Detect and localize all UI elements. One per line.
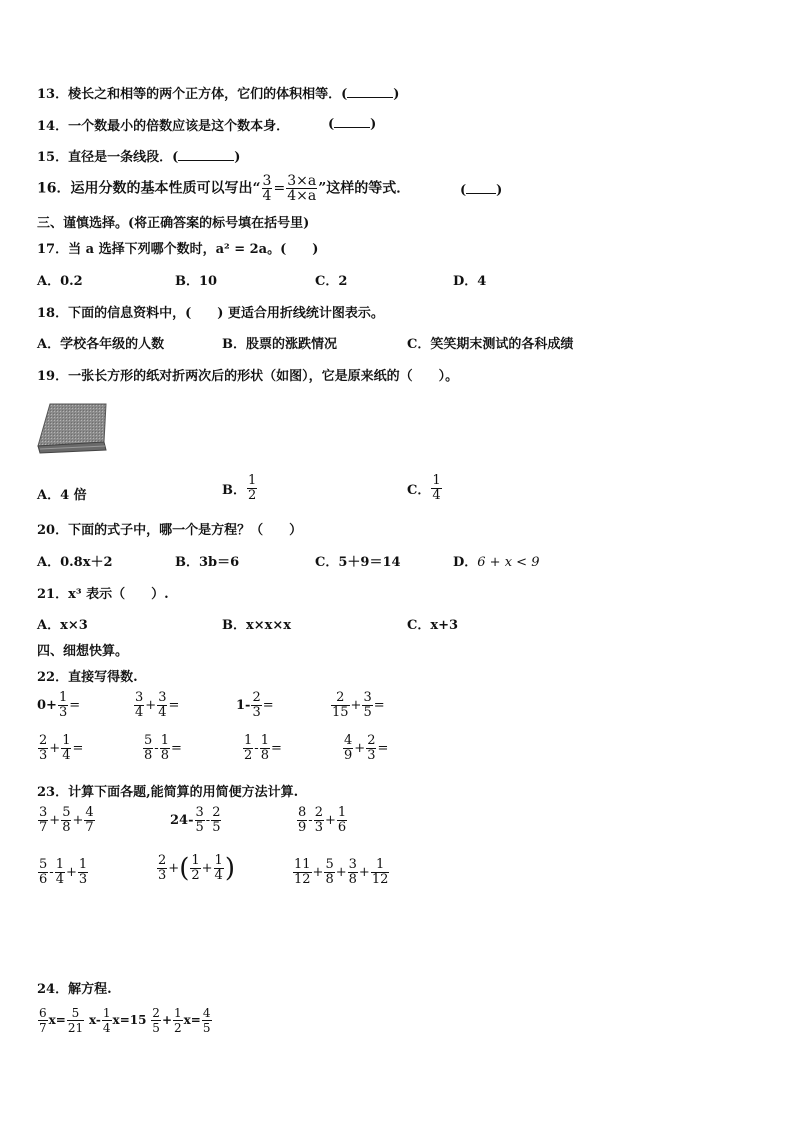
fraction-1-4: $\frac{1}{4}$ — [432, 473, 441, 503]
calc-expression: $\frac{3}{4}$ + $\frac{3}{4}$ = — [135, 690, 180, 720]
answer-blank[interactable] — [466, 181, 496, 194]
calc-expression: $\frac{11}{12}$ + $\frac{5}{8}$ + $\frac{3}{8}$ + $\frac{1}{12}$ — [294, 857, 389, 887]
question-text: 运用分数的基本性质可以写出“ — [70, 180, 261, 197]
question-22 — [37, 666, 138, 685]
question-number: 23． — [37, 785, 69, 800]
q20-option-b[interactable]: B．3b＝6 — [175, 555, 240, 570]
question-text: 一张长方形的纸对折两次后的形状（如图），它是原来纸的（ ）。 — [68, 369, 459, 384]
equals-sign: = — [273, 180, 286, 197]
question-13 — [37, 83, 399, 102]
q21-option-a[interactable]: A．x×3 — [37, 618, 88, 633]
question-number: 17． — [37, 242, 69, 257]
answer-blank[interactable] — [334, 115, 370, 128]
question-text: 当 a 选择下列哪个数时，a² = 2a。( ) — [68, 242, 319, 257]
q17-option-b[interactable]: B．10 — [175, 274, 218, 289]
calc-expression: $\frac{8}{9}$ - $\frac{2}{3}$ + $\frac{1}{6}$ — [298, 805, 347, 835]
question-14-answer — [328, 115, 376, 132]
close-paren: ) — [234, 150, 241, 165]
question-16 — [37, 174, 410, 203]
calc-expression: 1- $\frac{2}{3}$ = — [236, 690, 274, 720]
question-text: 解方程. — [68, 982, 112, 997]
question-24 — [37, 978, 112, 997]
calc-expression: $\frac{2}{3}$ + $\frac{1}{4}$ = — [39, 733, 84, 763]
calc-expression: $\frac{3}{7}$ + $\frac{5}{8}$ + $\frac{4}{7}$ — [39, 805, 94, 835]
close-paren: ) — [393, 87, 400, 102]
question-17 — [37, 238, 318, 257]
q19-option-a[interactable]: A．4 倍 — [37, 488, 87, 503]
calc-expression: $\frac{2}{3}$ +( $\frac{1}{2}$ + $\frac{1}{4}$ ) — [158, 853, 235, 884]
section-4-heading: 四、细想快算。 — [37, 644, 129, 659]
question-text-end: ”这样的等式． — [318, 180, 411, 197]
q17-option-d[interactable]: D．4 — [453, 274, 487, 289]
question-21 — [37, 583, 169, 602]
question-number: 21． — [37, 587, 69, 602]
question-number: 18． — [37, 306, 69, 321]
q19-option-b[interactable]: B． $\frac{1}{2}$ — [222, 473, 257, 503]
question-15 — [37, 146, 240, 165]
section-3-heading: 三、谨慎选择。(将正确答案的标号填在括号里) — [37, 216, 310, 231]
q18-option-c[interactable]: C．笑笑期末测试的各科成绩 — [407, 337, 574, 352]
q21-option-c[interactable]: C．x+3 — [407, 618, 459, 633]
question-text: 棱长之和相等的两个正方体，它们的体积相等．( — [68, 87, 348, 102]
calc-expression: 24- $\frac{3}{5}$ - $\frac{2}{5}$ — [170, 805, 221, 835]
fraction-3-4: $\frac{3}{4}$ — [262, 173, 272, 204]
calc-expression: $\frac{2}{15}$ + $\frac{3}{5}$ = — [332, 690, 385, 720]
calc-expression: $\frac{4}{9}$ + $\frac{2}{3}$ = — [344, 733, 389, 763]
question-19 — [37, 365, 458, 384]
question-20 — [37, 519, 302, 538]
question-text: 下面的信息资料中，( ) 更适合用折线统计图表示。 — [68, 306, 384, 321]
q17-option-a[interactable]: A．0.2 — [37, 274, 83, 289]
question-text: 计算下面各题,能简算的用简便方法计算. — [68, 785, 299, 800]
question-18 — [37, 302, 384, 321]
question-number: 14． — [37, 119, 69, 134]
question-number: 22． — [37, 670, 69, 685]
fraction-1-2: $\frac{1}{2}$ — [248, 473, 257, 503]
close-paren: ) — [496, 183, 503, 198]
q19-option-c[interactable]: C． $\frac{1}{4}$ — [407, 473, 441, 503]
question-number: 20． — [37, 523, 69, 538]
q17-option-c[interactable]: C．2 — [315, 274, 348, 289]
close-paren: ) — [370, 117, 377, 132]
equation-row: $\frac{6}{7}$ x= $\frac{5}{21}$ x- $\frac{1}{4}$ x=15 $\frac{2}{5}$ + $\frac{1}{2}$ x= $\frac{4}{5}$ — [39, 1006, 211, 1035]
calc-expression: $\frac{1}{2}$ - $\frac{1}{8}$ = — [244, 733, 282, 763]
question-text: x³ 表示（ ）. — [68, 587, 169, 602]
question-number: 24． — [37, 982, 69, 997]
inequality: 6 + x < 9 — [477, 555, 540, 570]
answer-blank[interactable] — [178, 148, 234, 161]
q18-option-b[interactable]: B．股票的涨跌情况 — [222, 337, 337, 352]
q18-option-a[interactable]: A．学校各年级的人数 — [37, 337, 165, 352]
question-number: 19． — [37, 369, 69, 384]
answer-blank[interactable] — [347, 85, 393, 98]
fraction-3a-4a: $\frac{3\times a}{4\times a}$ — [287, 173, 317, 204]
question-text: 直径是一条线段．( — [68, 150, 179, 165]
calc-expression: $\frac{5}{8}$ - $\frac{1}{8}$ = — [144, 733, 182, 763]
q20-option-d[interactable]: D．6 + x < 9 — [453, 555, 540, 570]
question-number: 15． — [37, 150, 69, 165]
question-number: 16． — [37, 180, 71, 197]
folded-paper-image — [36, 402, 108, 454]
calc-expression: 0+ $\frac{1}{3}$ = — [37, 690, 81, 720]
question-number: 13． — [37, 87, 69, 102]
calc-expression: $\frac{5}{6}$ - $\frac{1}{4}$ + $\frac{1}{3}$ — [39, 857, 88, 887]
q20-option-c[interactable]: C．5＋9＝14 — [315, 555, 401, 570]
question-14 — [37, 115, 289, 134]
question-text: 下面的式子中，哪一个是方程？（ ） — [68, 523, 303, 538]
question-16-answer — [460, 181, 502, 198]
question-text: 直接写得数. — [68, 670, 138, 685]
question-text: 一个数最小的倍数应该是这个数本身． — [68, 119, 290, 134]
question-23 — [37, 781, 298, 800]
open-paren: ( — [460, 183, 467, 198]
q21-option-b[interactable]: B．x×x×x — [222, 618, 292, 633]
open-paren: ( — [328, 117, 335, 132]
q20-option-a[interactable]: A．0.8x＋2 — [37, 555, 113, 570]
